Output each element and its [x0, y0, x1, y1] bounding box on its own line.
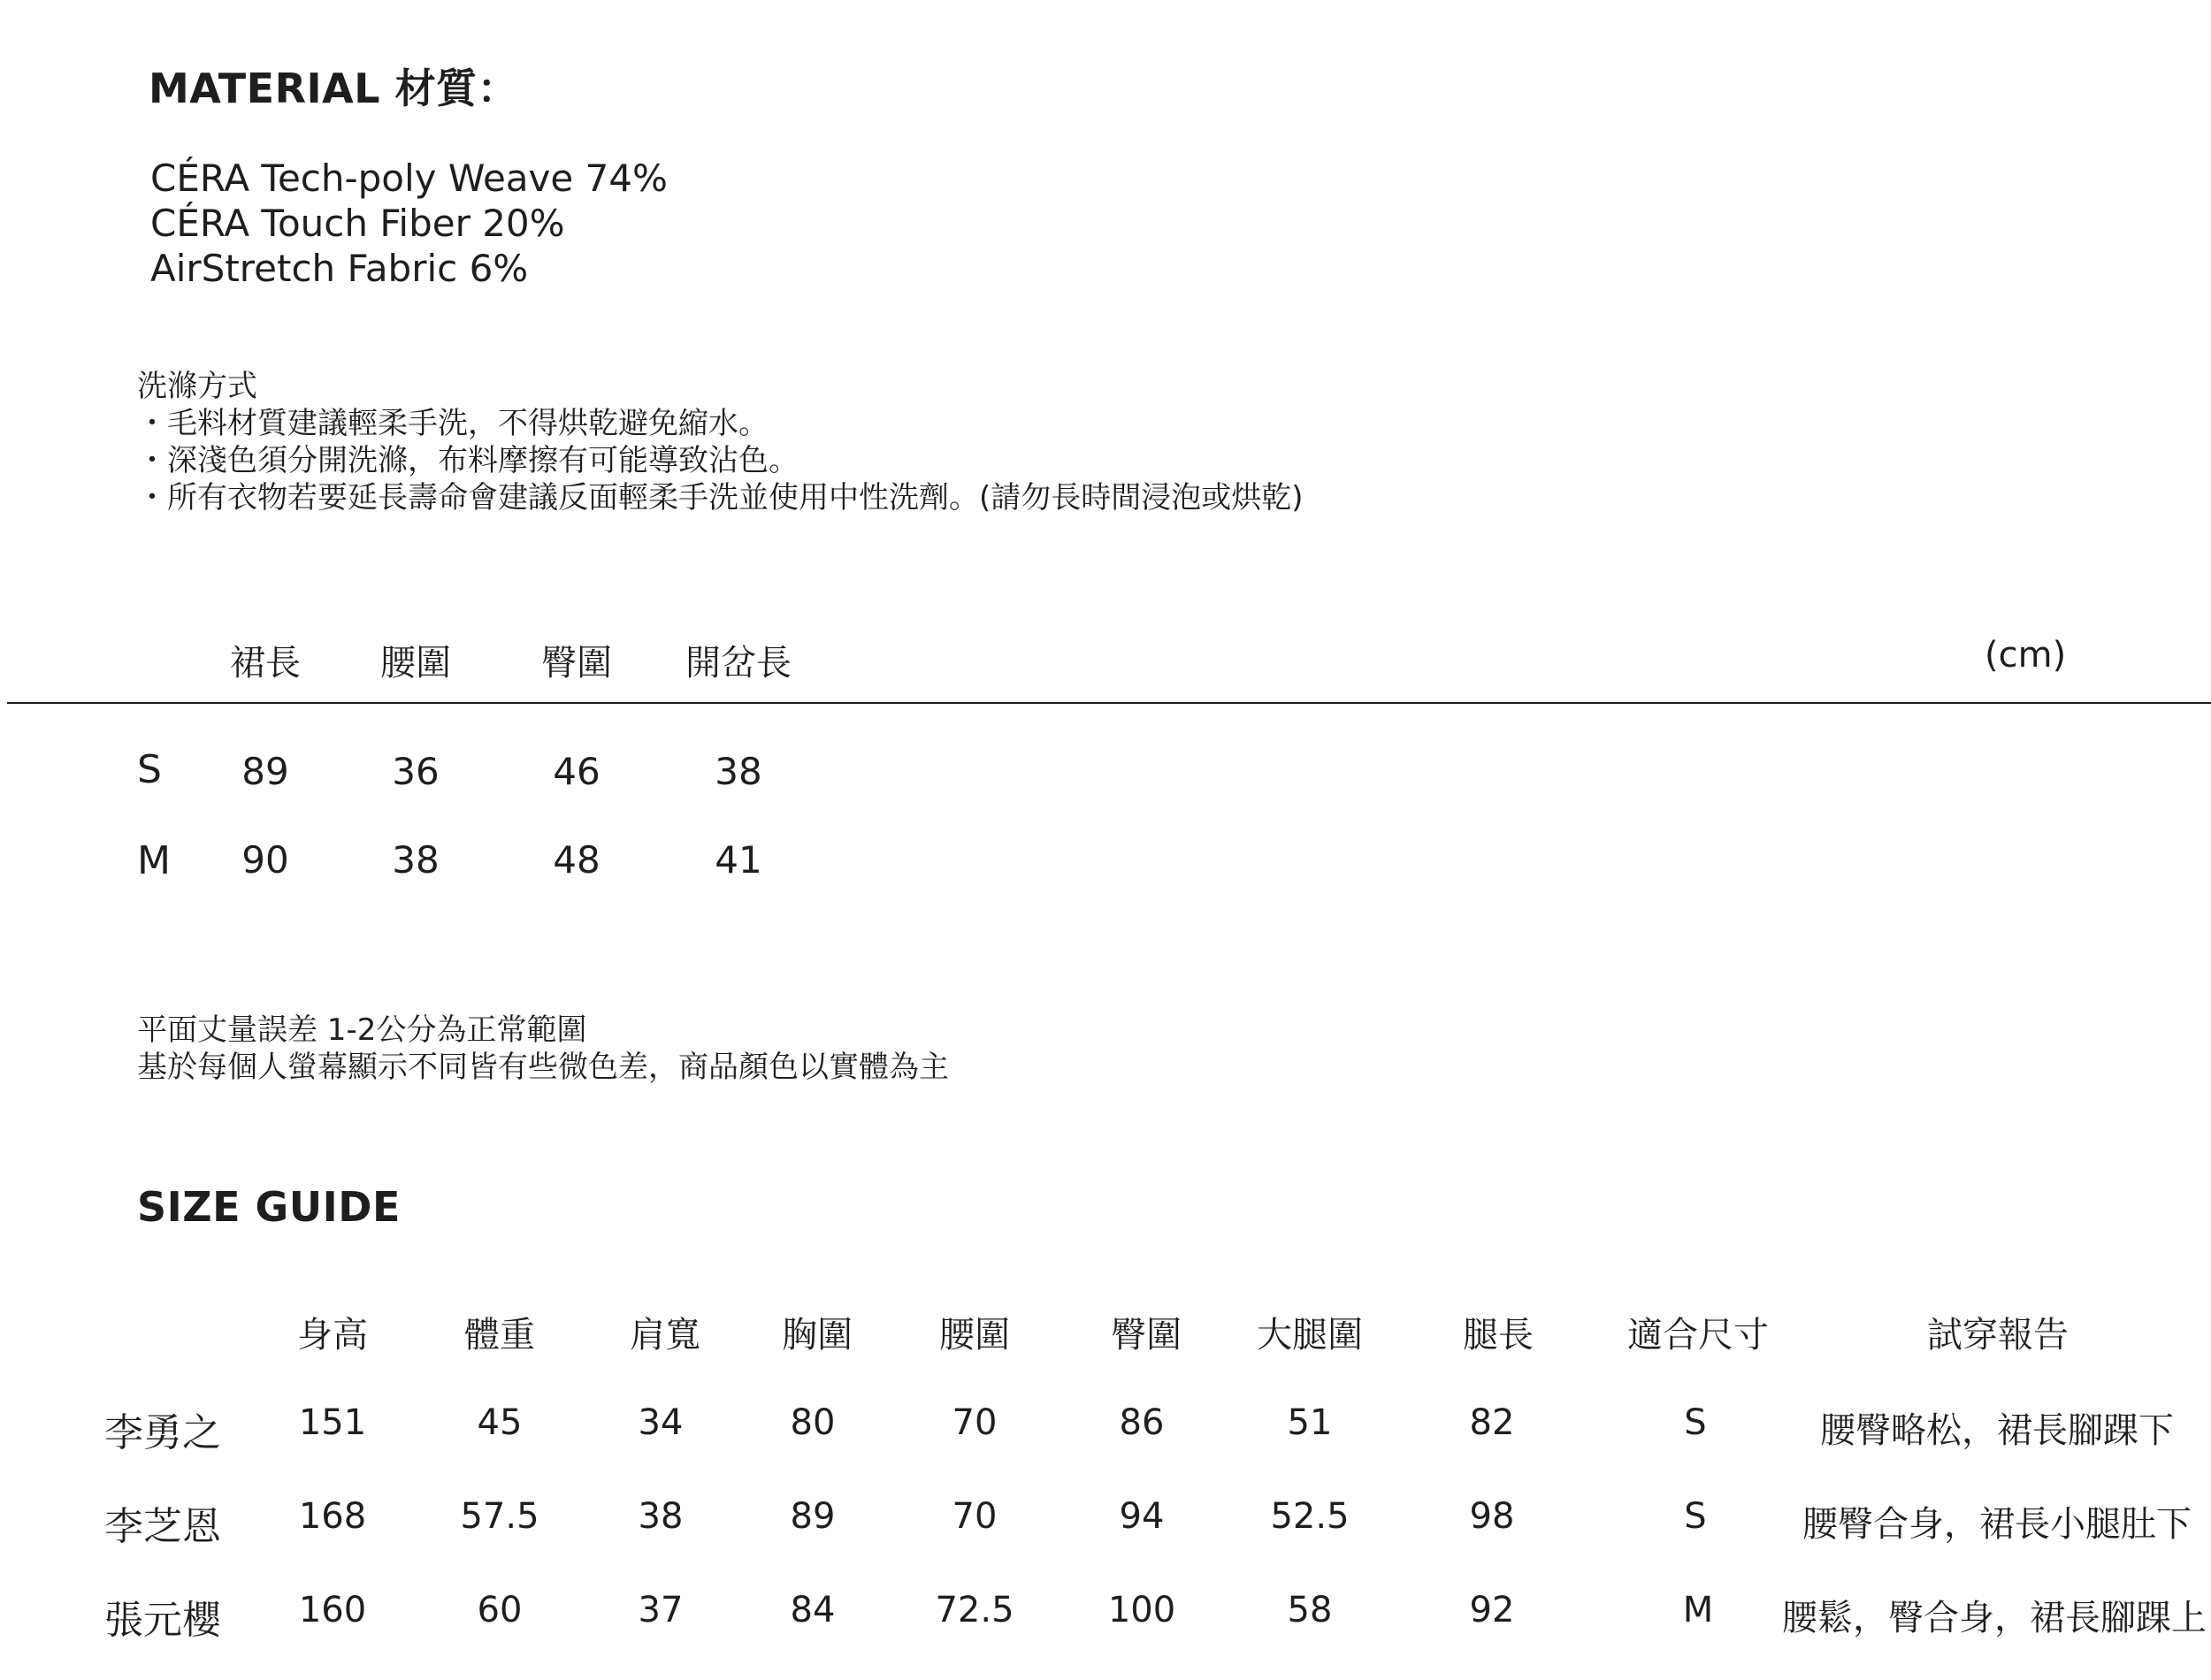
material-heading: MATERIAL 材質： [149, 65, 519, 112]
column-header: 臀圍 [541, 643, 612, 683]
fit-report: 腰臀略松，裙長腳踝下 [1820, 1410, 2174, 1451]
size-label: M [137, 838, 171, 883]
table-cell: 57.5 [460, 1496, 539, 1537]
column-header: 試穿報告 [1927, 1315, 2069, 1355]
column-header: 腰圍 [380, 643, 451, 683]
table-cell: 41 [715, 838, 762, 882]
model-name: 李芝恩 [104, 1504, 221, 1549]
care-line: ・所有衣物若要延長壽命會建議反面輕柔手洗並使用中性洗劑。(請勿長時間浸泡或烘乾) [137, 480, 1304, 515]
column-header: 肩寬 [630, 1315, 700, 1355]
table-divider [7, 702, 2211, 704]
table-cell: 70 [952, 1496, 998, 1537]
column-header: 大腿圍 [1257, 1315, 1363, 1355]
table-cell: 86 [1119, 1402, 1165, 1443]
table-cell: 58 [1287, 1590, 1333, 1630]
table-cell: 38 [638, 1496, 684, 1537]
table-cell: M [1682, 1590, 1714, 1630]
table-cell: 46 [553, 750, 601, 793]
note-line: 基於每個人螢幕顯示不同皆有些微色差，商品顏色以實體為主 [137, 1050, 949, 1085]
table-cell: 84 [790, 1590, 836, 1630]
table-cell: 37 [638, 1590, 684, 1630]
table-cell: 70 [952, 1402, 998, 1443]
table-cell: 80 [790, 1402, 836, 1443]
table-cell: 52.5 [1270, 1496, 1350, 1537]
table-cell: 38 [392, 838, 440, 882]
column-header: 適合尺寸 [1627, 1315, 1769, 1355]
table-cell: 38 [715, 750, 762, 793]
table-cell: 98 [1469, 1496, 1515, 1537]
column-header: 身高 [297, 1315, 368, 1355]
table-cell: 60 [477, 1590, 523, 1630]
table-cell: 90 [241, 838, 289, 882]
model-name: 張元櫻 [104, 1598, 221, 1643]
material-line: CÉRA Touch Fiber 20% [150, 202, 565, 245]
size-label: S [137, 747, 162, 792]
column-header: 腿長 [1463, 1315, 1534, 1355]
table-cell: 48 [553, 838, 601, 882]
fit-report: 腰鬆，臀合身，裙長腳踝上 [1782, 1598, 2207, 1638]
table-cell: 34 [638, 1402, 684, 1443]
table-cell: 160 [298, 1590, 367, 1630]
unit-label: (cm) [1985, 635, 2067, 676]
column-header: 開岔長 [685, 643, 792, 683]
model-name: 李勇之 [104, 1410, 221, 1455]
table-cell: 45 [477, 1402, 523, 1443]
column-header: 胸圍 [782, 1315, 853, 1355]
table-cell: 82 [1469, 1402, 1515, 1443]
table-cell: 89 [790, 1496, 836, 1537]
fit-report: 腰臀合身，裙長小腿肚下 [1802, 1504, 2192, 1545]
table-cell: 92 [1469, 1590, 1515, 1630]
table-cell: S [1684, 1496, 1707, 1537]
table-cell: 168 [298, 1496, 367, 1537]
column-header: 體重 [464, 1315, 535, 1355]
table-cell: 94 [1119, 1496, 1165, 1537]
table-cell: 51 [1287, 1402, 1333, 1443]
table-cell: 89 [241, 750, 289, 793]
column-header: 裙長 [230, 643, 301, 683]
care-title: 洗滌方式 [137, 369, 257, 404]
table-cell: S [1684, 1402, 1707, 1443]
size-guide-heading: SIZE GUIDE [137, 1183, 401, 1231]
column-header: 腰圍 [939, 1315, 1010, 1355]
material-line: CÉRA Tech-poly Weave 74% [150, 157, 668, 200]
table-cell: 72.5 [935, 1590, 1014, 1630]
table-cell: 36 [392, 750, 440, 793]
table-cell: 151 [298, 1402, 367, 1443]
material-line: AirStretch Fabric 6% [150, 247, 529, 290]
care-line: ・毛料材質建議輕柔手洗，不得烘乾避免縮水。 [137, 406, 769, 441]
column-header: 臀圍 [1111, 1315, 1182, 1355]
table-cell: 100 [1107, 1590, 1176, 1630]
note-line: 平面丈量誤差 1-2公分為正常範圍 [137, 1012, 587, 1048]
care-line: ・深淺色須分開洗滌，布料摩擦有可能導致沾色。 [137, 443, 799, 478]
